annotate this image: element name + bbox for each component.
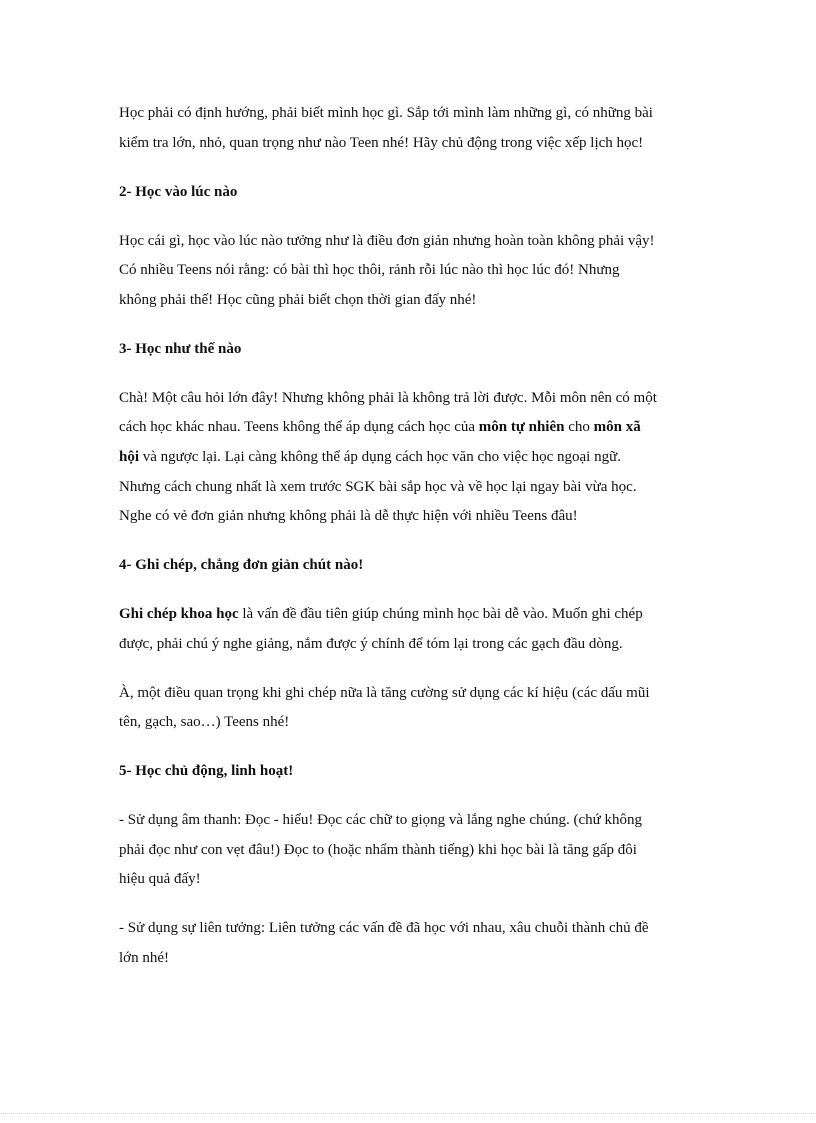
page-bottom-divider xyxy=(0,1113,816,1114)
body-text-line: Nhưng cách chung nhất là xem trước SGK bài sắp học và về học lại ngay bài vừa học. xyxy=(119,479,637,495)
body-text-line: Chà! Một câu hỏi lớn đây! Nhưng không phải là không trả lời được. Mỗi môn nên có một xyxy=(119,390,657,406)
bold-term: hội xyxy=(119,449,140,465)
section-heading: 3- Học như thế nào xyxy=(119,341,242,357)
body-text-line: À, một điều quan trọng khi ghi chép nữa là tăng cường sử dụng các kí hiệu (các dấu mũi xyxy=(119,685,650,701)
body-text-line: Học phải có định hướng, phải biết mình học gì. Sắp tới mình làm những gì, có những bài xyxy=(119,105,653,121)
text-run: là vấn đề đầu tiên giúp chúng mình học bài dễ vào. Muốn ghi chép xyxy=(238,606,643,622)
body-text-line: Nghe có vẻ đơn giản nhưng không phải là dễ thực hiện với nhiều Teens đâu! xyxy=(119,508,578,524)
body-text-line: kiểm tra lớn, nhỏ, quan trọng như nào Teen nhé! Hãy chủ động trong việc xếp lịch học! xyxy=(119,135,644,151)
text-run: cho xyxy=(564,419,594,435)
body-text-line: được, phải chú ý nghe giảng, nắm được ý chính để tóm lại trong các gạch đầu dòng. xyxy=(119,636,623,652)
body-text-line: Học cái gì, học vào lúc nào tưởng như là điều đơn giản nhưng hoàn toàn không phải vậy! xyxy=(119,233,655,249)
body-text-line xyxy=(119,447,621,467)
body-text-line: - Sử dụng sự liên tưởng: Liên tưởng các vấn đề đã học với nhau, xâu chuỗi thành chủ đề xyxy=(119,920,649,936)
body-text-line xyxy=(119,604,643,624)
body-text-line: - Sử dụng âm thanh: Đọc - hiểu! Đọc các chữ to giọng và lắng nghe chúng. (chứ không xyxy=(119,812,643,828)
body-text-line: tên, gạch, sao…) Teens nhé! xyxy=(119,714,290,730)
text-run: cách học khác nhau. Teens không thể áp dụng cách học của xyxy=(119,419,479,435)
body-text-line: phải đọc như con vẹt đâu!) Đọc to (hoặc nhẩm thành tiếng) khi học bài là tăng gấp đôi xyxy=(119,842,637,858)
section-heading: 5- Học chủ động, linh hoạt! xyxy=(119,763,294,779)
bold-term: môn xã xyxy=(593,419,641,435)
bold-term: Ghi chép khoa học xyxy=(119,606,239,622)
body-text-line: không phải thế! Học cũng phải biết chọn thời gian đấy nhé! xyxy=(119,292,477,308)
section-heading: 2- Học vào lúc nào xyxy=(119,184,238,200)
body-text-line: hiệu quả đấy! xyxy=(119,871,201,887)
text-run: và ngược lại. Lại càng không thể áp dụng cách học văn cho việc học ngoại ngữ. xyxy=(139,449,621,465)
body-text-line: lớn nhé! xyxy=(119,950,170,966)
body-text-line xyxy=(119,417,641,437)
section-heading: 4- Ghi chép, chẳng đơn giản chút nào! xyxy=(119,557,364,573)
body-text-line: Có nhiều Teens nói rằng: có bài thì học thôi, rảnh rỗi lúc nào thì học lúc đó! Nhưng xyxy=(119,262,620,278)
bold-term: môn tự nhiên xyxy=(478,419,565,435)
